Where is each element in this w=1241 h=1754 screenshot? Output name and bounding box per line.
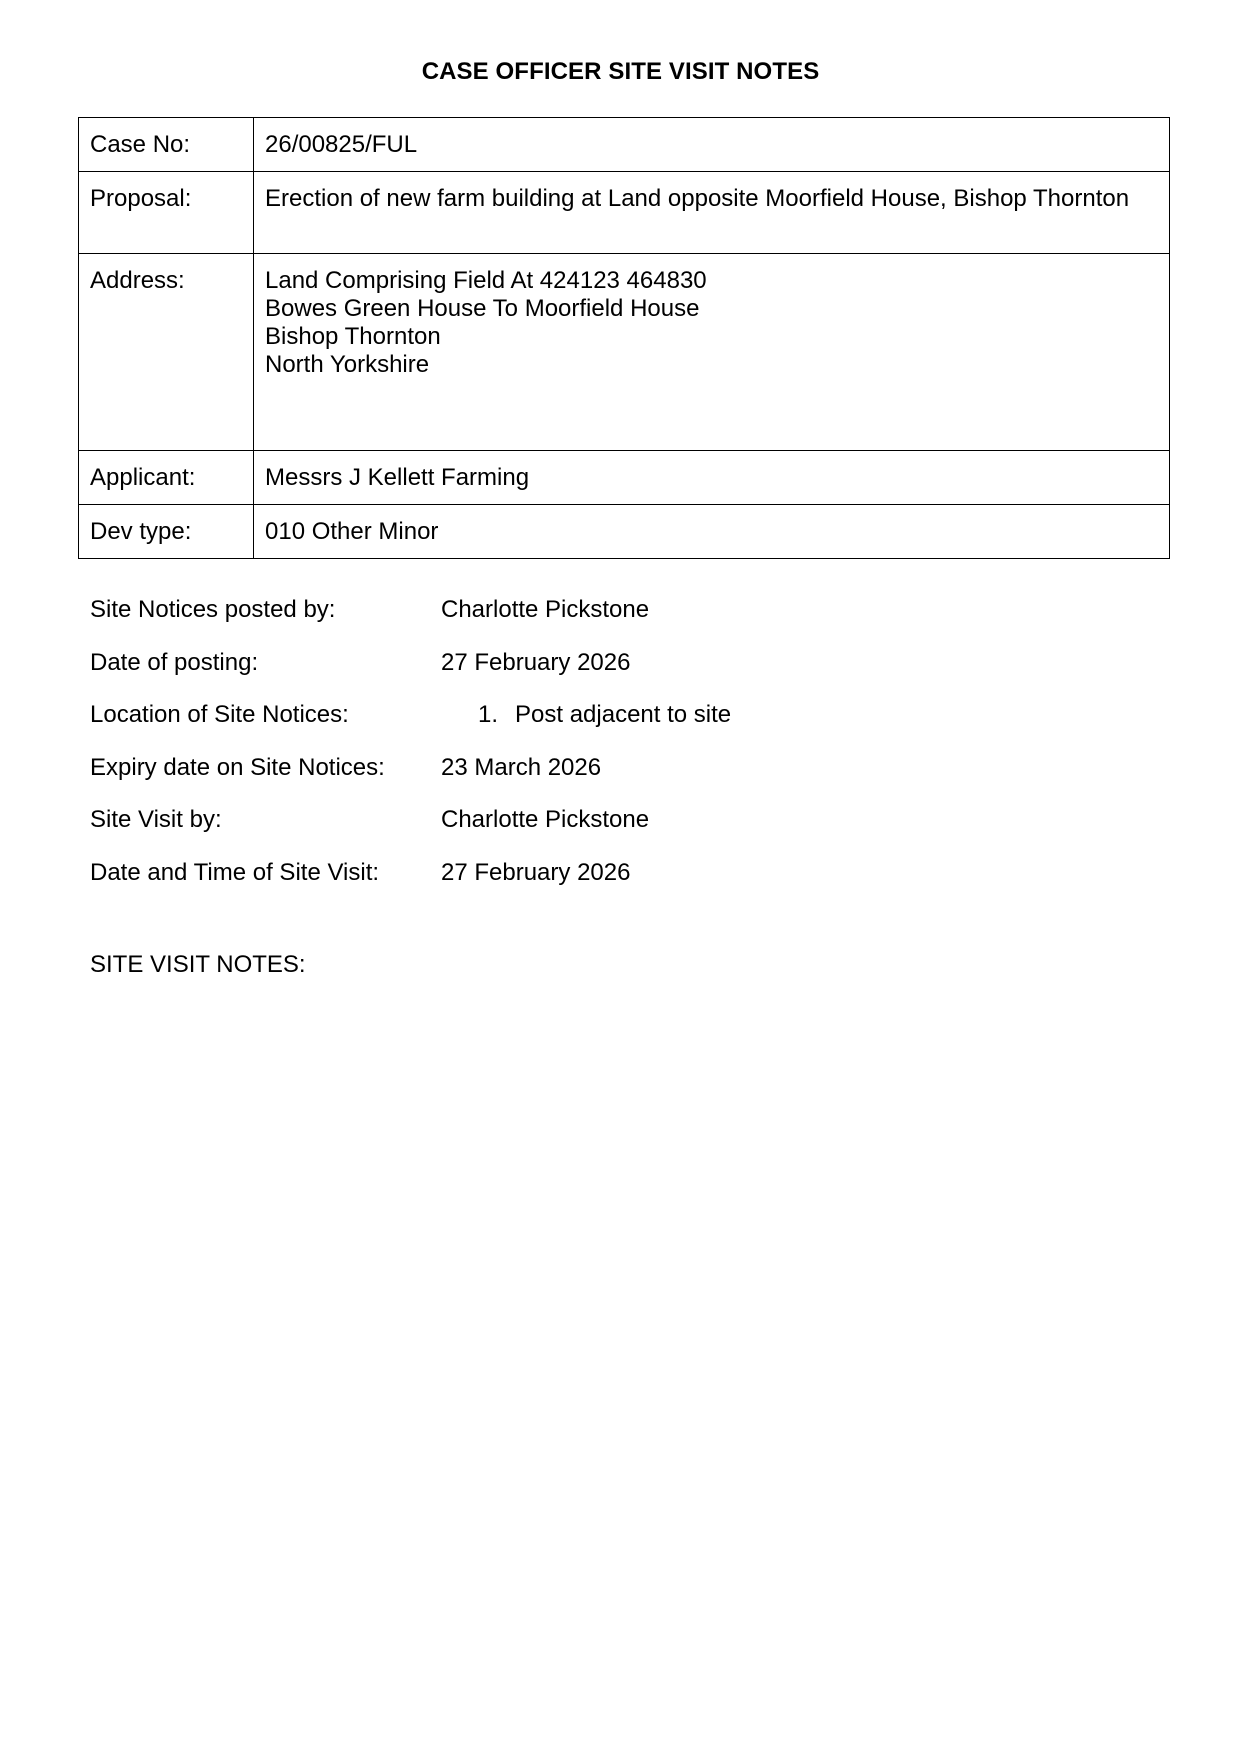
date-of-posting-value: 27 February 2026	[441, 648, 631, 676]
proposal-label: Proposal:	[79, 172, 254, 254]
visit-datetime-value: 27 February 2026	[441, 858, 631, 886]
dev-type-value: 010 Other Minor	[254, 505, 1170, 559]
address-line: Land Comprising Field At 424123 464830	[265, 267, 707, 294]
address-value	[254, 254, 1170, 451]
date-of-posting-label: Date of posting:	[90, 648, 259, 676]
table-row	[79, 172, 1170, 254]
list-item-number: 1.	[478, 701, 499, 728]
list-item	[478, 701, 731, 729]
address-line: Bowes Green House To Moorfield House	[265, 295, 700, 322]
site-visit-by-label: Site Visit by:	[90, 806, 222, 833]
case-no-label: Case No:	[79, 118, 254, 172]
applicant-value: Messrs J Kellett Farming	[254, 451, 1170, 505]
site-visit-by-value: Charlotte Pickstone	[441, 806, 650, 833]
table-row	[79, 118, 1170, 172]
notices-posted-by-label: Site Notices posted by:	[90, 596, 336, 623]
address-line: Bishop Thornton	[265, 323, 441, 350]
visit-datetime-label: Date and Time of Site Visit:	[90, 858, 380, 886]
case-details-table	[78, 117, 1170, 559]
applicant-label: Applicant:	[79, 451, 254, 505]
site-visit-notes-heading: SITE VISIT NOTES:	[90, 951, 306, 978]
address-label: Address:	[79, 254, 254, 451]
address-line: North Yorkshire	[265, 351, 430, 378]
table-row	[79, 254, 1170, 451]
proposal-value: Erection of new farm building at Land opposite Moorfield House, Bishop Thornton	[254, 172, 1170, 254]
page-title: CASE OFFICER SITE VISIT NOTES	[421, 58, 820, 85]
expiry-date-value: 23 March 2026	[441, 753, 602, 781]
list-item-text: Post adjacent to site	[515, 701, 732, 728]
dev-type-label: Dev type:	[79, 505, 254, 559]
expiry-date-label: Expiry date on Site Notices:	[90, 753, 385, 781]
case-no-value: 26/00825/FUL	[254, 118, 1170, 172]
table-row	[79, 451, 1170, 505]
notices-posted-by-value: Charlotte Pickstone	[441, 596, 650, 623]
notice-location-label: Location of Site Notices:	[90, 701, 349, 728]
table-row	[79, 505, 1170, 559]
